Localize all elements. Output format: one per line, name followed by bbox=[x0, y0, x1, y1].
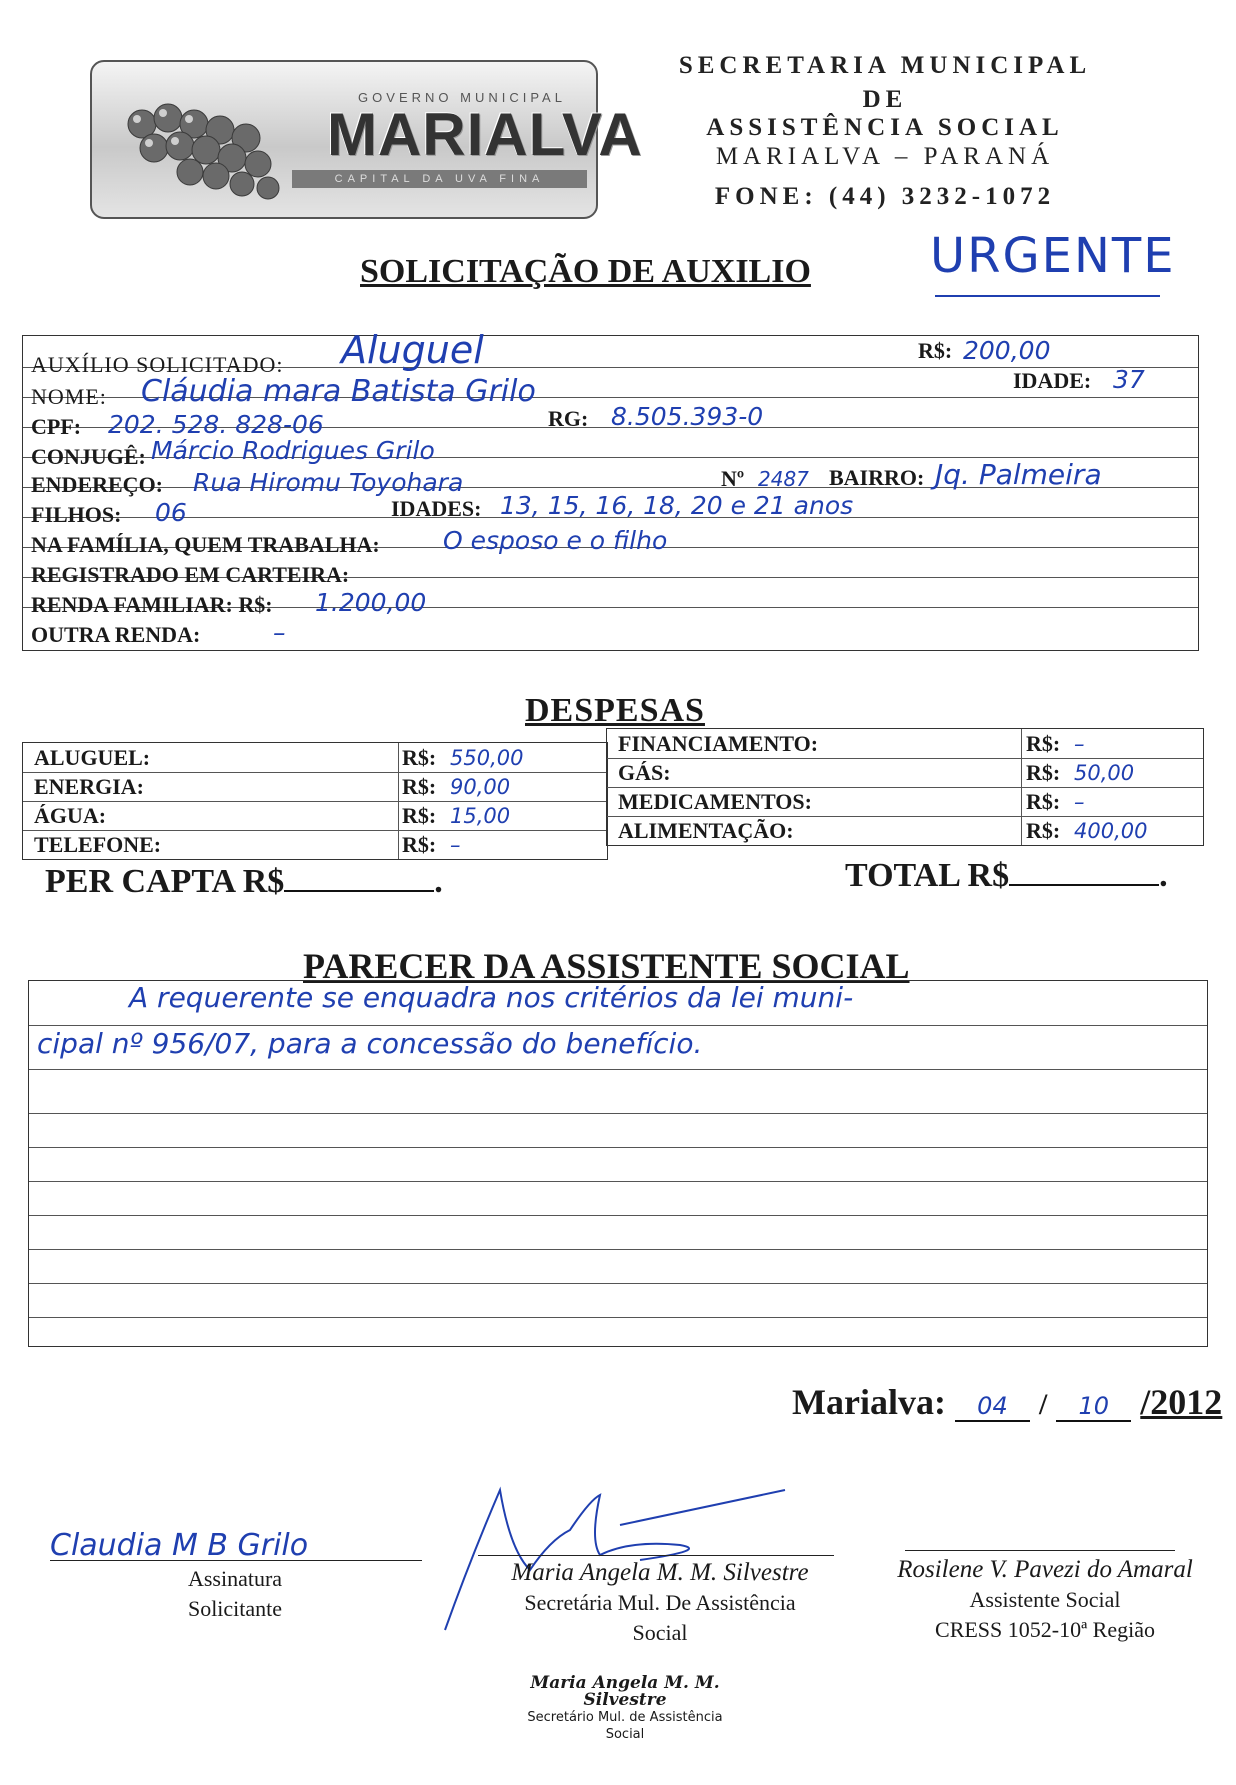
auxilio-label: AUXÍLIO SOLICITADO: bbox=[31, 352, 284, 377]
idades-value: 13, 15, 16, 18, 20 e 21 anos bbox=[500, 491, 854, 520]
secretary-stamp bbox=[500, 1675, 750, 1743]
total: TOTAL R$ . bbox=[845, 857, 1168, 894]
date-month: 10 bbox=[1056, 1392, 1131, 1422]
filhos-value: 06 bbox=[155, 498, 187, 527]
date-year: /2012 bbox=[1140, 1382, 1223, 1422]
header-line-1: SECRETARIA MUNICIPAL bbox=[678, 52, 1092, 79]
parecer-box bbox=[28, 980, 1208, 1347]
expense-right-label: FINANCIAMENTO: bbox=[618, 731, 819, 756]
outra-renda-value: – bbox=[273, 618, 286, 647]
idade-label: IDADE: bbox=[1013, 368, 1092, 393]
numero-label: Nº bbox=[721, 466, 745, 491]
expense-left-label: ALUGUEL: bbox=[34, 745, 151, 770]
applicant-form bbox=[22, 328, 1199, 651]
social-role-2: CRESS 1052-10ª Região bbox=[935, 1617, 1155, 1642]
expense-right-value: – bbox=[1074, 790, 1085, 814]
date-day: 04 bbox=[955, 1392, 1030, 1422]
header-line-2: DE bbox=[862, 86, 908, 113]
applicant-signature: Claudia M B Grilo bbox=[50, 1528, 309, 1563]
parecer-line-1: A requerente se enquadra nos critérios da lei muni- bbox=[129, 981, 854, 1014]
despesas-title: DESPESAS bbox=[525, 692, 705, 729]
nome-label: NOME: bbox=[31, 384, 107, 409]
urgent-stamp: URGENTE bbox=[930, 228, 1176, 284]
expense-left-rs-label: R$: bbox=[402, 745, 437, 770]
carteira-label: REGISTRADO EM CARTEIRA: bbox=[31, 562, 350, 587]
expense-right-rs-label: R$: bbox=[1026, 731, 1061, 756]
cpf-label: CPF: bbox=[31, 414, 82, 439]
expense-left-rs-label: R$: bbox=[402, 774, 437, 799]
stamp-role-2: Social bbox=[605, 1727, 645, 1742]
expense-left-value: 15,00 bbox=[450, 804, 511, 828]
marialva-logo bbox=[90, 60, 643, 219]
expense-right-value: 400,00 bbox=[1074, 819, 1148, 843]
expense-right-label: ALIMENTAÇÃO: bbox=[618, 818, 794, 843]
auxilio-rs-label: R$: bbox=[918, 338, 953, 363]
expense-right-value: – bbox=[1074, 732, 1085, 756]
stamp-name: Maria Angela M. M. Silvestre bbox=[530, 1673, 720, 1710]
outra-renda-label: OUTRA RENDA: bbox=[31, 622, 201, 647]
auxilio-rs-value: 200,00 bbox=[963, 336, 1051, 365]
applicant-caption-1: Assinatura bbox=[187, 1566, 283, 1591]
expense-right-rs-label: R$: bbox=[1026, 818, 1061, 843]
social-name: Rosilene V. Pavezi do Amaral bbox=[897, 1556, 1193, 1583]
applicant-signature-line bbox=[50, 1560, 422, 1561]
per-capta: PER CAPTA R$ . bbox=[45, 863, 443, 900]
conjuge-label: CONJUGÊ: bbox=[31, 444, 146, 469]
social-role-1: Assistente Social bbox=[969, 1587, 1121, 1612]
expense-left-label: TELEFONE: bbox=[34, 832, 162, 857]
trabalha-label: NA FAMÍLIA, QUEM TRABALHA: bbox=[31, 532, 380, 557]
endereco-value: Rua Hiromu Toyohara bbox=[193, 468, 464, 497]
idade-value: 37 bbox=[1113, 365, 1145, 394]
expense-right-label: GÁS: bbox=[618, 760, 671, 785]
urgent-underline bbox=[935, 295, 1160, 297]
social-signature-line bbox=[905, 1550, 1175, 1551]
header-line-3: ASSISTÊNCIA SOCIAL bbox=[706, 114, 1064, 141]
renda-label: RENDA FAMILIAR: R$: bbox=[31, 592, 273, 617]
logo-subtitle: GOVERNO MUNICIPAL bbox=[358, 90, 566, 105]
endereco-label: ENDEREÇO: bbox=[31, 472, 164, 497]
rg-label: RG: bbox=[548, 406, 589, 431]
secretary-signature-line bbox=[478, 1555, 834, 1556]
page-title: SOLICITAÇÃO DE AUXILIO bbox=[360, 253, 811, 290]
per-capta-blank bbox=[284, 862, 434, 892]
parecer-title: PARECER DA ASSISTENTE SOCIAL bbox=[303, 946, 910, 986]
logo-name: MARIALVA bbox=[327, 101, 643, 168]
expense-right-rs-label: R$: bbox=[1026, 760, 1061, 785]
header-phone: FONE: (44) 3232-1072 bbox=[714, 183, 1056, 210]
expense-left-label: ENERGIA: bbox=[34, 774, 145, 799]
secretary-role-2: Social bbox=[632, 1620, 688, 1645]
per-capta-label: PER CAPTA R$ bbox=[45, 863, 285, 900]
logo-band: CAPITAL DA UVA FINA bbox=[292, 170, 587, 188]
expense-left-label: ÁGUA: bbox=[34, 803, 107, 828]
applicant-caption-2: Solicitante bbox=[187, 1596, 283, 1621]
parecer-line-2: cipal nº 956/07, para a concessão do benefício. bbox=[37, 1027, 703, 1060]
trabalha-value: O esposo e o filho bbox=[443, 526, 668, 555]
expense-left-rs-label: R$: bbox=[402, 803, 437, 828]
header-line-4: MARIALVA – PARANÁ bbox=[715, 143, 1055, 170]
auxilio-value: Aluguel bbox=[341, 328, 484, 372]
expense-left-value: 90,00 bbox=[450, 775, 511, 799]
social-caption bbox=[870, 1555, 1220, 1645]
conjuge-value: Márcio Rodrigues Grilo bbox=[151, 436, 435, 465]
numero-value: 2487 bbox=[758, 467, 809, 491]
expenses-table bbox=[22, 728, 1202, 858]
total-blank bbox=[1009, 856, 1159, 886]
bairro-label: BAIRRO: bbox=[829, 465, 925, 490]
nome-value: Cláudia mara Batista Grilo bbox=[141, 374, 536, 409]
expense-left-value: 550,00 bbox=[450, 746, 524, 770]
stamp-role-1: Secretário Mul. de Assistência bbox=[527, 1710, 723, 1725]
date: Marialva: 04 / 10 /2012 bbox=[792, 1382, 1223, 1422]
expense-right-label: MEDICAMENTOS: bbox=[618, 789, 812, 814]
cpf-value: 202. 528. 828-06 bbox=[108, 410, 324, 439]
secretary-name: Maria Angela M. M. Silvestre bbox=[511, 1559, 809, 1586]
secretary-caption bbox=[470, 1558, 850, 1648]
idades-label: IDADES: bbox=[391, 496, 482, 521]
grapes-icon bbox=[102, 84, 292, 204]
renda-value: 1.200,00 bbox=[315, 588, 427, 617]
expense-right-value: 50,00 bbox=[1074, 761, 1135, 785]
filhos-label: FILHOS: bbox=[31, 502, 122, 527]
total-label: TOTAL R$ bbox=[845, 857, 1010, 894]
expense-right-rs-label: R$: bbox=[1026, 789, 1061, 814]
expense-left-rs-label: R$: bbox=[402, 832, 437, 857]
rg-value: 8.505.393-0 bbox=[611, 402, 764, 431]
bairro-value: Jq. Palmeira bbox=[935, 458, 1102, 491]
date-label: Marialva: bbox=[792, 1382, 946, 1422]
applicant-caption bbox=[135, 1564, 335, 1624]
secretary-role-1: Secretária Mul. De Assistência bbox=[524, 1590, 796, 1615]
expense-left-value: – bbox=[450, 833, 461, 857]
